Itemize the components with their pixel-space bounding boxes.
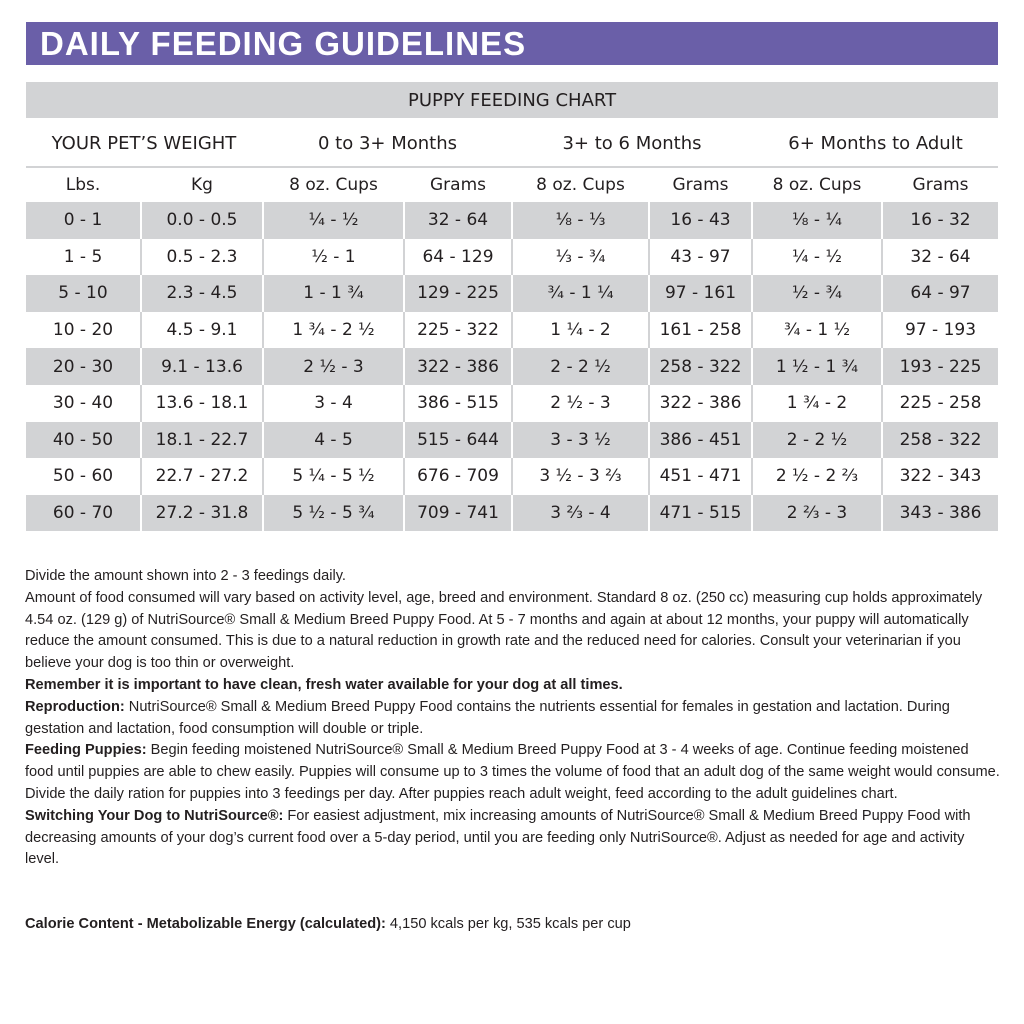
column-subheader: Grams: [649, 167, 752, 202]
table-row: [26, 348, 998, 385]
table-cell: 322 - 386: [404, 348, 512, 385]
calorie-value: 4,150 kcals per kg, 535 kcals per cup: [385, 916, 631, 932]
table-cell: 5 ½ - 5 ¾: [263, 495, 404, 532]
column-subheader: Grams: [404, 167, 512, 202]
feeding-puppies-label: Feeding Puppies:: [25, 742, 147, 759]
table-cell: 64 - 129: [404, 239, 512, 276]
table-cell: ¼ - ½: [752, 239, 882, 276]
table-cell: 13.6 - 18.1: [141, 385, 263, 422]
divide-note: Divide the amount shown into 2 - 3 feedings daily.: [25, 568, 346, 584]
column-subheader: Lbs.: [26, 167, 141, 202]
table-cell: ¾ - 1 ½: [752, 312, 882, 349]
water-note: Remember it is important to have clean, fresh water available for your dog at all times.: [25, 676, 623, 693]
page-title: DAILY FEEDING GUIDELINES: [40, 25, 527, 62]
chart-title: PUPPY FEEDING CHART: [26, 82, 998, 120]
table-cell: 32 - 64: [882, 239, 998, 276]
calorie-label: Calorie Content - Metabolizable Energy (calculated):: [25, 916, 386, 932]
table-row: [26, 495, 998, 532]
table-cell: 43 - 97: [649, 239, 752, 276]
chart-body: [26, 202, 998, 531]
table-cell: 2 - 2 ½: [512, 348, 649, 385]
table-cell: 2 ½ - 3: [263, 348, 404, 385]
table-cell: 64 - 97: [882, 275, 998, 312]
table-cell: ¼ - ½: [263, 202, 404, 239]
table-cell: 322 - 386: [649, 385, 752, 422]
table-row: [26, 275, 998, 312]
table-cell: 3 - 4: [263, 385, 404, 422]
table-row: [26, 385, 998, 422]
weight-header: YOUR PET’S WEIGHT: [26, 120, 263, 168]
table-cell: ⅛ - ⅓: [512, 202, 649, 239]
age-group-header: 3+ to 6 Months: [512, 120, 752, 168]
table-cell: 20 - 30: [26, 348, 141, 385]
table-row: [26, 312, 998, 349]
table-cell: 1 ¾ - 2 ½: [263, 312, 404, 349]
table-cell: 225 - 322: [404, 312, 512, 349]
reproduction-note: [25, 697, 1000, 741]
table-cell: 2 ½ - 3: [512, 385, 649, 422]
table-cell: 97 - 161: [649, 275, 752, 312]
switching-note: [25, 806, 1000, 871]
table-cell: 161 - 258: [649, 312, 752, 349]
table-cell: 27.2 - 31.8: [141, 495, 263, 532]
table-cell: 60 - 70: [26, 495, 141, 532]
column-subheader: 8 oz. Cups: [512, 167, 649, 202]
table-cell: 515 - 644: [404, 422, 512, 459]
title-banner: [26, 22, 998, 65]
table-cell: 1 - 1 ¾: [263, 275, 404, 312]
table-cell: ⅓ - ¾: [512, 239, 649, 276]
amount-note: Amount of food consumed will vary based on activity level, age, breed and environment. Standard 8 oz. (250 cc) measuring cup holds approximately 4.54 oz. (129 g) of NutriSource® Small & Medium Breed Puppy Food. At 5 - 7 months and again at about 12 months, your puppy will automatically reduce the amount consumed. This is due to a natural reduction in growth rate and the reduced need for calories. Consult your veterinarian if you believe your dog is too thin or overweight.: [25, 589, 983, 672]
table-cell: 40 - 50: [26, 422, 141, 459]
table-cell: 258 - 322: [882, 422, 998, 459]
table-cell: 16 - 32: [882, 202, 998, 239]
table-cell: 258 - 322: [649, 348, 752, 385]
table-cell: 2.3 - 4.5: [141, 275, 263, 312]
table-row: [26, 422, 998, 459]
table-cell: ½ - ¾: [752, 275, 882, 312]
table-cell: 386 - 451: [649, 422, 752, 459]
table-cell: 5 ¼ - 5 ½: [263, 458, 404, 495]
table-row: [26, 458, 998, 495]
table-cell: 5 - 10: [26, 275, 141, 312]
table-cell: 1 ¾ - 2: [752, 385, 882, 422]
table-cell: 18.1 - 22.7: [141, 422, 263, 459]
table-cell: ⅛ - ¼: [752, 202, 882, 239]
column-subheader: 8 oz. Cups: [263, 167, 404, 202]
calorie-content: [25, 914, 631, 935]
table-cell: 1 - 5: [26, 239, 141, 276]
column-subheaders: [26, 167, 998, 202]
table-cell: 4 - 5: [263, 422, 404, 459]
table-cell: 10 - 20: [26, 312, 141, 349]
table-cell: 4.5 - 9.1: [141, 312, 263, 349]
feeding-puppies-note: [25, 740, 1000, 805]
table-cell: 0 - 1: [26, 202, 141, 239]
table-cell: 32 - 64: [404, 202, 512, 239]
table-cell: 193 - 225: [882, 348, 998, 385]
table-cell: 16 - 43: [649, 202, 752, 239]
table-row: [26, 239, 998, 276]
reproduction-label: Reproduction:: [25, 698, 125, 715]
age-group-header: 0 to 3+ Months: [263, 120, 512, 168]
switching-label: Switching Your Dog to NutriSource®:: [25, 807, 284, 824]
table-cell: 9.1 - 13.6: [141, 348, 263, 385]
column-subheader: Kg: [141, 167, 263, 202]
table-cell: 676 - 709: [404, 458, 512, 495]
table-cell: 2 - 2 ½: [752, 422, 882, 459]
table-cell: 1 ¼ - 2: [512, 312, 649, 349]
column-subheader: 8 oz. Cups: [752, 167, 882, 202]
table-cell: ¾ - 1 ¼: [512, 275, 649, 312]
table-cell: 129 - 225: [404, 275, 512, 312]
table-cell: 50 - 60: [26, 458, 141, 495]
reproduction-text: NutriSource® Small & Medium Breed Puppy Food contains the nutrients essential for females in gestation and lactation. During gestation and lactation, food consumption will double or triple.: [25, 698, 950, 737]
table-cell: 3 ⅔ - 4: [512, 495, 649, 532]
table-cell: 322 - 343: [882, 458, 998, 495]
feeding-notes: [25, 566, 1000, 871]
age-group-header: 6+ Months to Adult: [752, 120, 998, 168]
table-cell: 451 - 471: [649, 458, 752, 495]
column-subheader: Grams: [912, 175, 969, 195]
table-cell: 22.7 - 27.2: [141, 458, 263, 495]
table-cell: 2 ⅔ - 3: [752, 495, 882, 532]
table-cell: 2 ½ - 2 ⅔: [752, 458, 882, 495]
table-cell: ½ - 1: [263, 239, 404, 276]
puppy-feeding-chart: [26, 82, 998, 531]
table-row: [26, 202, 998, 239]
table-cell: 0.0 - 0.5: [141, 202, 263, 239]
table-cell: 3 ½ - 3 ⅔: [512, 458, 649, 495]
switching-text: For easiest adjustment, mix increasing amounts of NutriSource® Small & Medium Breed Puppy Food with decreasing amounts of your dog’s current food over a 5-day period, until you are feeding only NutriSource®. Adjust as needed for age and activity level.: [25, 807, 971, 868]
table-cell: 471 - 515: [649, 495, 752, 532]
table-cell: 709 - 741: [404, 495, 512, 532]
table-cell: 343 - 386: [882, 495, 998, 532]
feeding-puppies-text: Begin feeding moistened NutriSource® Small & Medium Breed Puppy Food at 3 - 4 weeks of age. Continue feeding moistened food until puppies are able to chew easily. Puppies will consume up to 3 times the volume of food that an adult dog of the same weight would consume. Divide the daily ration for puppies into 3 feedings per day. After puppies reach adult weight, feed according to the adult guidelines chart.: [25, 742, 1000, 802]
table-cell: 3 - 3 ½: [512, 422, 649, 459]
table-cell: 386 - 515: [404, 385, 512, 422]
table-cell: 1 ½ - 1 ¾: [752, 348, 882, 385]
table-cell: 97 - 193: [882, 312, 998, 349]
table-cell: 0.5 - 2.3: [141, 239, 263, 276]
table-cell: 225 - 258: [882, 385, 998, 422]
table-cell: 30 - 40: [26, 385, 141, 422]
